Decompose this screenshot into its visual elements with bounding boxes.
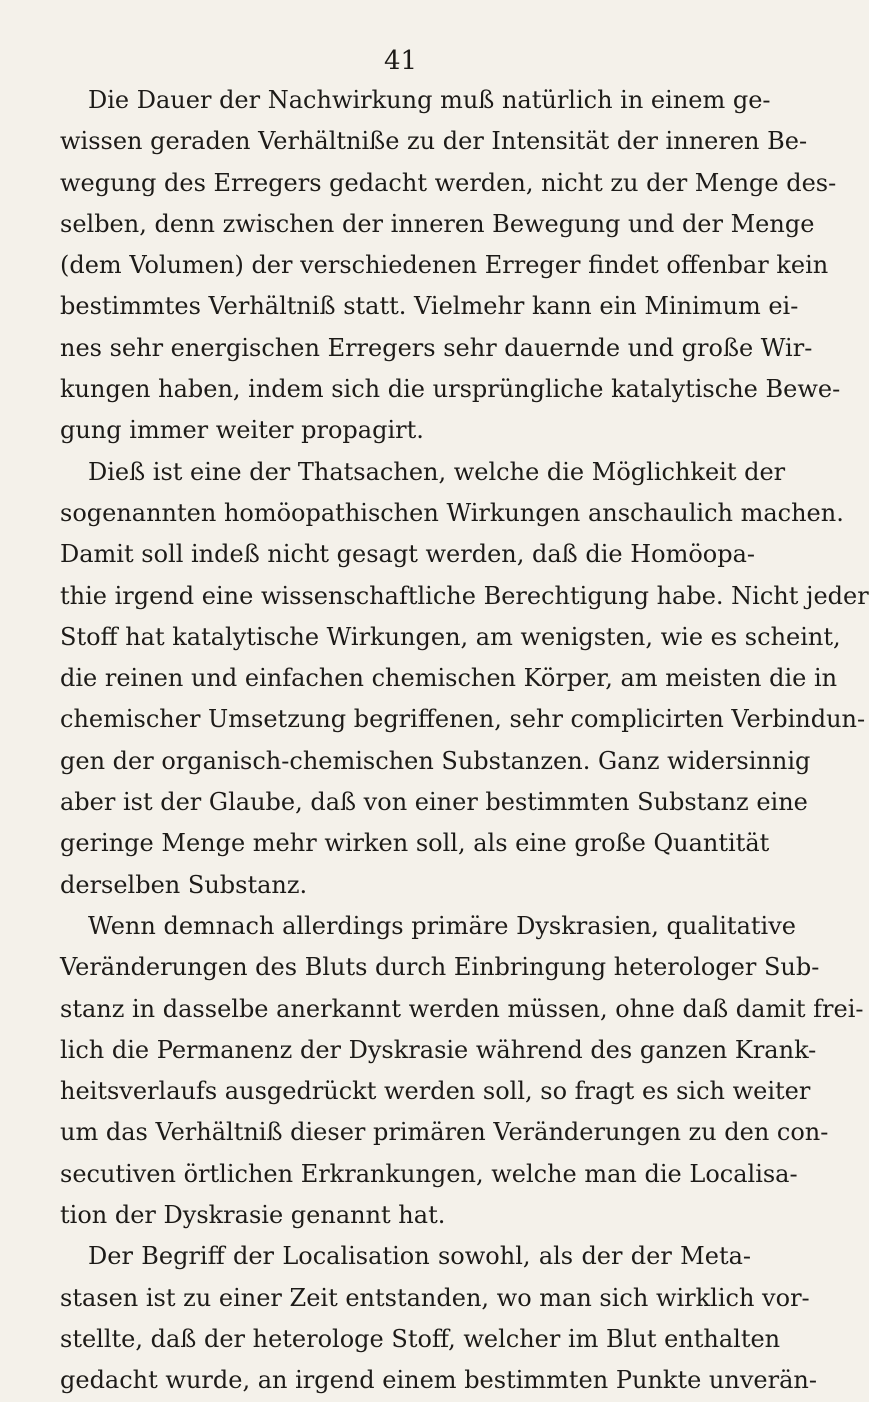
text-line: Stoff hat katalytische Wirkungen, am wenigsten, wie es scheint,: [60, 622, 841, 651]
text-line: nes sehr energischen Erregers sehr dauernde und große Wir-: [60, 333, 813, 362]
text-line: wissen geraden Verhältniße zu der Intensität der inneren Be-: [60, 127, 808, 156]
text-line: Der Begriff der Localisation sowohl, als der der Meta-: [88, 1242, 751, 1271]
text-line: gen der organisch-chemischen Substanzen. Ganz widersinnig: [60, 746, 811, 775]
text-line: Damit soll indeß nicht gesagt werden, daß die Homöopa-: [60, 540, 756, 569]
text-line: thie irgend eine wissenschaftliche Berechtigung habe. Nicht jeder: [60, 581, 869, 610]
text-line: stasen ist zu einer Zeit entstanden, wo man sich wirklich vor-: [60, 1283, 810, 1312]
text-line: Die Dauer der Nachwirkung muß natürlich in einem ge-: [88, 86, 771, 114]
text-line: heitsverlaufs ausgedrückt werden soll, so fragt es sich weiter: [60, 1077, 811, 1106]
text-line: Dieß ist eine der Thatsachen, welche die Möglichkeit der: [88, 457, 786, 486]
paragraph: [60, 1236, 817, 1401]
text-line: wegung des Erregers gedacht werden, nicht zu der Menge des-: [60, 168, 837, 197]
text-line: gedacht wurde, an irgend einem bestimmten Punkte unverän-: [60, 1366, 817, 1395]
text-line: gung immer weiter propagirt.: [60, 416, 424, 445]
paragraph: [60, 80, 841, 452]
text-line: kungen haben, indem sich die ursprüngliche katalytische Bewe-: [60, 375, 841, 404]
paragraph: [60, 452, 869, 906]
text-line: stanz in dasselbe anerkannt werden müssen, ohne daß damit frei-: [60, 994, 864, 1023]
text-line: (dem Volumen) der verschiedenen Erreger findet offenbar kein: [60, 251, 829, 280]
text-line: selben, denn zwischen der inneren Bewegung und der Menge: [60, 209, 815, 238]
text-line: lich die Permanenz der Dyskrasie während des ganzen Krank-: [60, 1035, 817, 1064]
text-line: tion der Dyskrasie genannt hat.: [60, 1201, 446, 1230]
text-line: stellte, daß der heterologe Stoff, welcher im Blut enthalten: [60, 1324, 781, 1353]
paragraph: [60, 906, 864, 1236]
text-line: um das Verhältniß dieser primären Veränderungen zu den con-: [60, 1118, 829, 1147]
text-line: Veränderungen des Bluts durch Einbringung heterologer Sub-: [60, 953, 820, 982]
text-line: bestimmtes Verhältniß statt. Vielmehr kann ein Minimum ei-: [60, 292, 799, 321]
text-line: geringe Menge mehr wirken soll, als eine große Quantität: [60, 829, 770, 858]
page-number: 41: [383, 46, 418, 76]
text-line: chemischer Umsetzung begriffenen, sehr complicirten Verbindun-: [60, 705, 866, 734]
text-line: Wenn demnach allerdings primäre Dyskrasien, qualitative: [88, 911, 796, 940]
text-body: [60, 80, 869, 1402]
text-line: aber ist der Glaube, daß von einer bestimmten Substanz eine: [60, 788, 808, 817]
text-line: die reinen und einfachen chemischen Körper, am meisten die in: [60, 664, 838, 693]
text-line: sogenannten homöopathischen Wirkungen anschaulich machen.: [60, 498, 844, 527]
text-line: derselben Substanz.: [60, 870, 308, 899]
text-line: secutiven örtlichen Erkrankungen, welche man die Localisa-: [60, 1159, 798, 1188]
